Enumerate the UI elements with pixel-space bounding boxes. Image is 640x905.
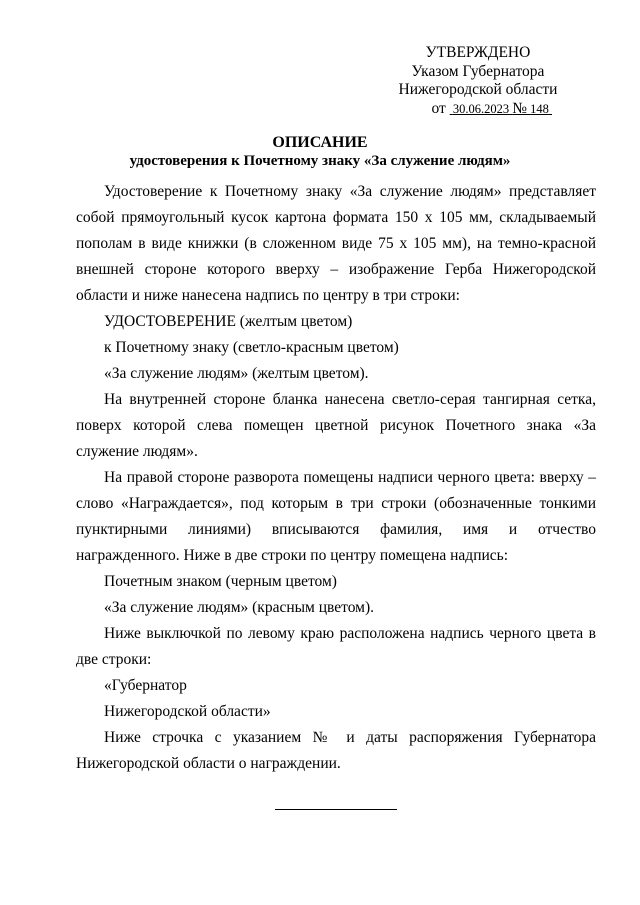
text-line: Почетным знаком (черным цветом): [104, 573, 337, 590]
text-line: УДОСТОВЕРЕНИЕ (желтым цветом): [104, 313, 353, 330]
paragraph-order-line: Ниже строчка с указанием № и даты распоряжения Губернатора Нижегородской области о награждении.: [76, 729, 596, 772]
paragraph-outer-side: Удостоверение к Почетному знаку «За служение людям» представляет собой прямоугольный кусок картона формата 150 х 105 мм, складываемый пополам в виде книжки (в сложенном виде 75 х 105 мм), на темно-красной внешней стороне которого вверху – изображение Герба Нижегородской области и ниже нанесена надпись по центру в три строки:: [76, 183, 596, 304]
text-line: Нижегородской области»: [104, 703, 271, 720]
text-line: «За служение людям» (красным цветом).: [104, 599, 375, 616]
approval-decree-line: Указом Губернатора: [411, 62, 545, 80]
text-line: к Почетному знаку (светло-красным цветом): [104, 339, 399, 356]
date-prefix: от: [431, 99, 446, 117]
paragraph-right-side: На правой стороне разворота помещены надписи черного цвета: вверху – слово «Награждается», под которым в три строки (обозначенные тонкими пунктирными линиями) вписываются фамилия, имя и отчество награжденного. Ниже в две строки по центру помещена надпись:: [76, 469, 596, 564]
decree-number-prefix: №: [512, 99, 527, 117]
closing-rule: [275, 809, 397, 810]
approval-heading: УТВЕРЖДЕНО: [425, 44, 531, 61]
text-line: «Губернатор: [104, 677, 187, 694]
decree-number: 148: [530, 101, 549, 116]
approval-block: [380, 44, 576, 118]
title-heading: ОПИСАНИЕ: [272, 134, 368, 151]
decree-date: 30.06.2023: [452, 101, 510, 116]
paragraph-signature-label: Ниже выключкой по левому краю расположена надпись черного цвета в две строки:: [76, 625, 596, 668]
approval-region-line: Нижегородской области: [398, 81, 558, 98]
paragraph-inner-side: На внутренней стороне бланка нанесена светло-серая тангирная сетка, поверх которой слева помещен цветной рисунок Почетного знака «За служение людям».: [76, 391, 596, 460]
text-line: «За служение людям» (желтым цветом).: [104, 365, 369, 382]
title-subheading: удостоверения к Почетному знаку «За служение людям»: [129, 153, 511, 169]
approval-date-line: [380, 100, 576, 119]
document-body: [76, 179, 596, 777]
document-title: [0, 133, 640, 171]
